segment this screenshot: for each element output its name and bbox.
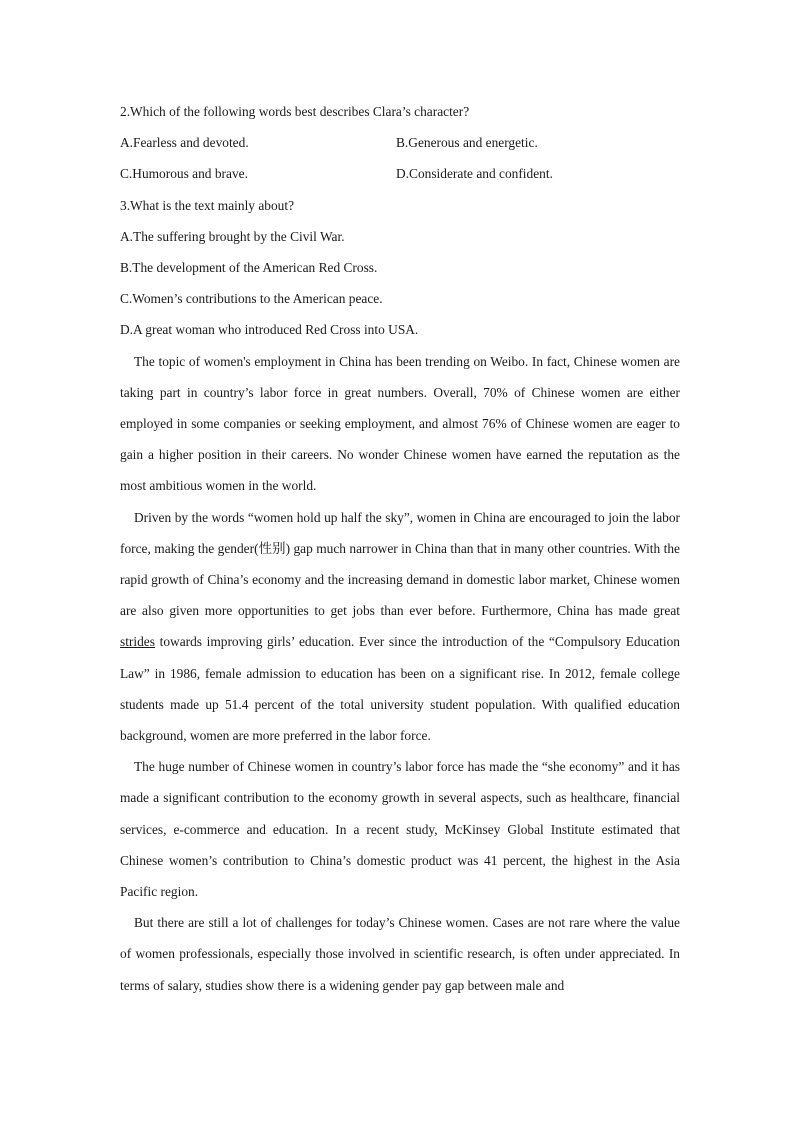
- paragraph-2-text-before: Driven by the words “women hold up half the sky”, women in China are encouraged to join the labor force, making the gender(性别) gap much narrower in China than that in many other countries. With the rapid growth of China’s economy and the increasing demand in domestic labor market, Chinese women are also given more opportunities to get jobs than ever before. Furthermore, China has made great: [120, 509, 680, 619]
- passage-paragraph-3: The huge number of Chinese women in country’s labor force has made the “she economy” and it has made a significant contribution to the economy growth in several aspects, such as healthcare, financial services, e-commerce and education. In a recent study, McKinsey Global Institute estimated that Chinese women’s contribution to China’s domestic product was 41 percent, the highest in the Asia Pacific region.: [120, 759, 680, 899]
- passage-paragraph-2: [120, 502, 680, 752]
- question-2-options-row-2: [120, 158, 680, 189]
- question-3-option-b: B.The development of the American Red Cross.: [120, 259, 378, 275]
- question-2-option-c: C.Humorous and brave.: [120, 166, 248, 182]
- question-2-stem: 2.Which of the following words best describes Clara’s character?: [120, 104, 470, 119]
- underlined-word-strides: strides: [120, 634, 155, 650]
- question-2-option-d: D.Considerate and confident.: [396, 166, 553, 182]
- question-3-option-c: C.Women’s contributions to the American peace.: [120, 291, 383, 307]
- paragraph-2-text-after: towards improving girls’ education. Ever since the introduction of the “Compulsory Education Law” in 1986, female admission to education has been on a significant rise. In 2012, female college students made up 51.4 percent of the total university student population. With qualified education background, women are more preferred in the labor force.: [120, 634, 680, 743]
- question-2-option-b: B.Generous and energetic.: [396, 135, 538, 151]
- question-3-stem: 3.What is the text mainly about?: [120, 197, 295, 213]
- question-3-option-d: D.A great woman who introduced Red Cross into USA.: [120, 322, 419, 338]
- question-2-options-row-1: [120, 127, 680, 158]
- passage-paragraph-4: But there are still a lot of challenges for today’s Chinese women. Cases are not rare where the value of women professionals, especially those involved in scientific research, is often under appreciated. In terms of salary, studies show there is a widening gender pay gap between male and: [120, 915, 680, 993]
- passage-paragraph-1: The topic of women's employment in China has been trending on Weibo. In fact, Chinese women are taking part in country’s labor force in great numbers. Overall, 70% of Chinese women are either employed in some companies or seeking employment, and almost 76% of Chinese women are eager to gain a higher position in their careers. No wonder Chinese women have earned the reputation as the most ambitious women in the world.: [120, 353, 680, 494]
- question-3-option-a: A.The suffering brought by the Civil War.: [120, 228, 345, 244]
- question-2-option-a: A.Fearless and devoted.: [120, 135, 249, 151]
- document-page: [120, 96, 680, 1001]
